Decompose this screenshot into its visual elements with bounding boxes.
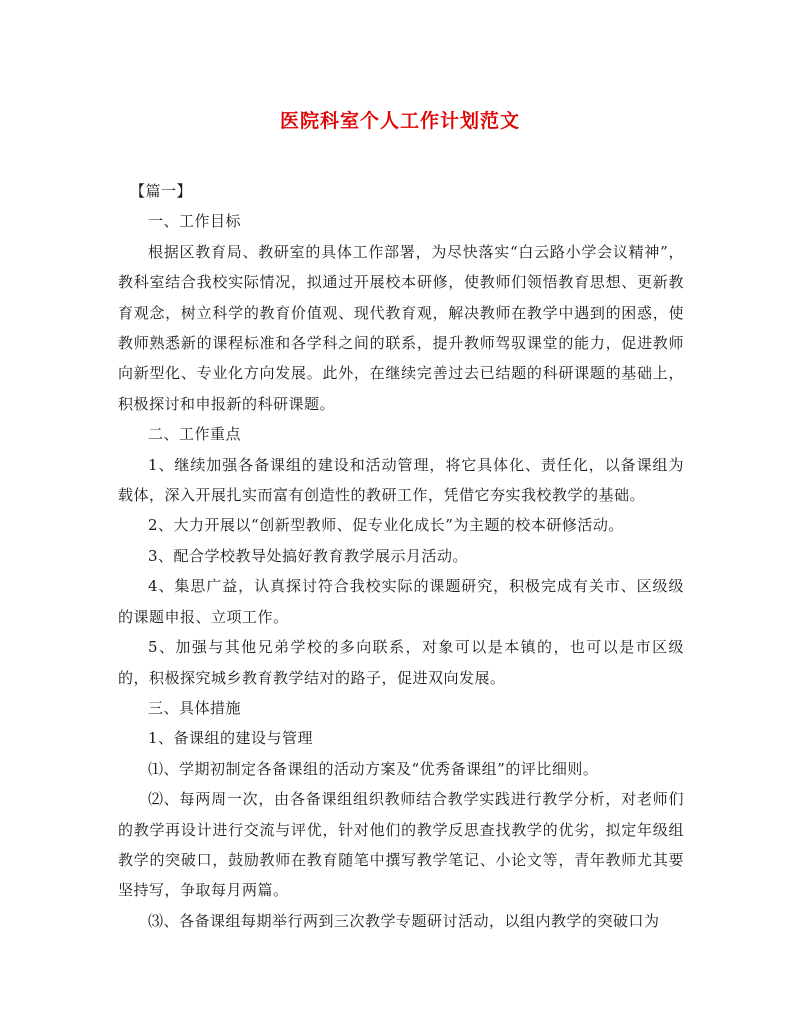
paragraph-measure-1: ⑴、学期初制定各备课组的活动方案及“优秀备课组”的评比细则。 [148, 759, 599, 778]
heading-measures: 三、具体措施 [148, 698, 242, 717]
paragraph-goals: 根据区教育局、教研室的具体工作部署，为尽快落实“白云路小学会议精神”，教科室结合我校实际情况，拟通过开展校本研修，使教师们领悟教育思想、更新教育观念，树立科学的教育价值观、现代教育观，解决教师在教学中遇到的困惑，使教师熟悉新的课程标准和各学科之间的联系，提升教师驾驭课堂的能力，促进教师向新型化、专业化方向发展。此外，在继续完善过去已结题的科研课题的基础上，积极探讨和申报新的科研课题。 [118, 242, 684, 413]
paragraph-measure-2: ⑵、每两周一次，由各备课组组织教师结合教学实践进行教学分析，对老师们的教学再设计进行交流与评优，针对他们的教学反思查找教学的优劣，拟定年级组教学的突破口，鼓励教师在教育随笔中撰写教学笔记、小论文等，青年教师尤其要坚持写，争取每月两篇。 [118, 790, 684, 900]
section-label: 【篇一】 [130, 182, 193, 200]
subheading-lesson-groups: 1、备课组的建设与管理 [148, 729, 314, 748]
document-body [118, 176, 684, 936]
paragraph-focus-3: 3、配合学校教导处搞好教育教学展示月活动。 [148, 546, 469, 565]
document-title: 医院科室个人工作计划范文 [279, 110, 520, 132]
heading-goals: 一、工作目标 [148, 212, 242, 231]
paragraph-focus-2: 2、大力开展以“创新型教师、促专业化成长”为主题的校本研修活动。 [148, 516, 624, 535]
heading-focus: 二、工作重点 [148, 425, 242, 444]
paragraph-focus-1: 1、继续加强各备课组的建设和活动管理，将它具体化、责任化，以备课组为载体，深入开展扎实而富有创造性的教研工作，凭借它夯实我校教学的基础。 [118, 455, 684, 505]
paragraph-focus-5: 5、加强与其他兄弟学校的多向联系，对象可以是本镇的，也可以是市区级的，积极探究城乡教育教学结对的路子，促进双向发展。 [118, 638, 684, 687]
paragraph-measure-3: ⑶、各备课组每期举行两到三次教学专题研讨活动，以组内教学的突破口为 [148, 911, 660, 930]
paragraph-focus-4: 4、集思广益，认真探讨符合我校实际的课题研究，积极完成有关市、区级级的课题申报、立项工作。 [118, 577, 684, 626]
